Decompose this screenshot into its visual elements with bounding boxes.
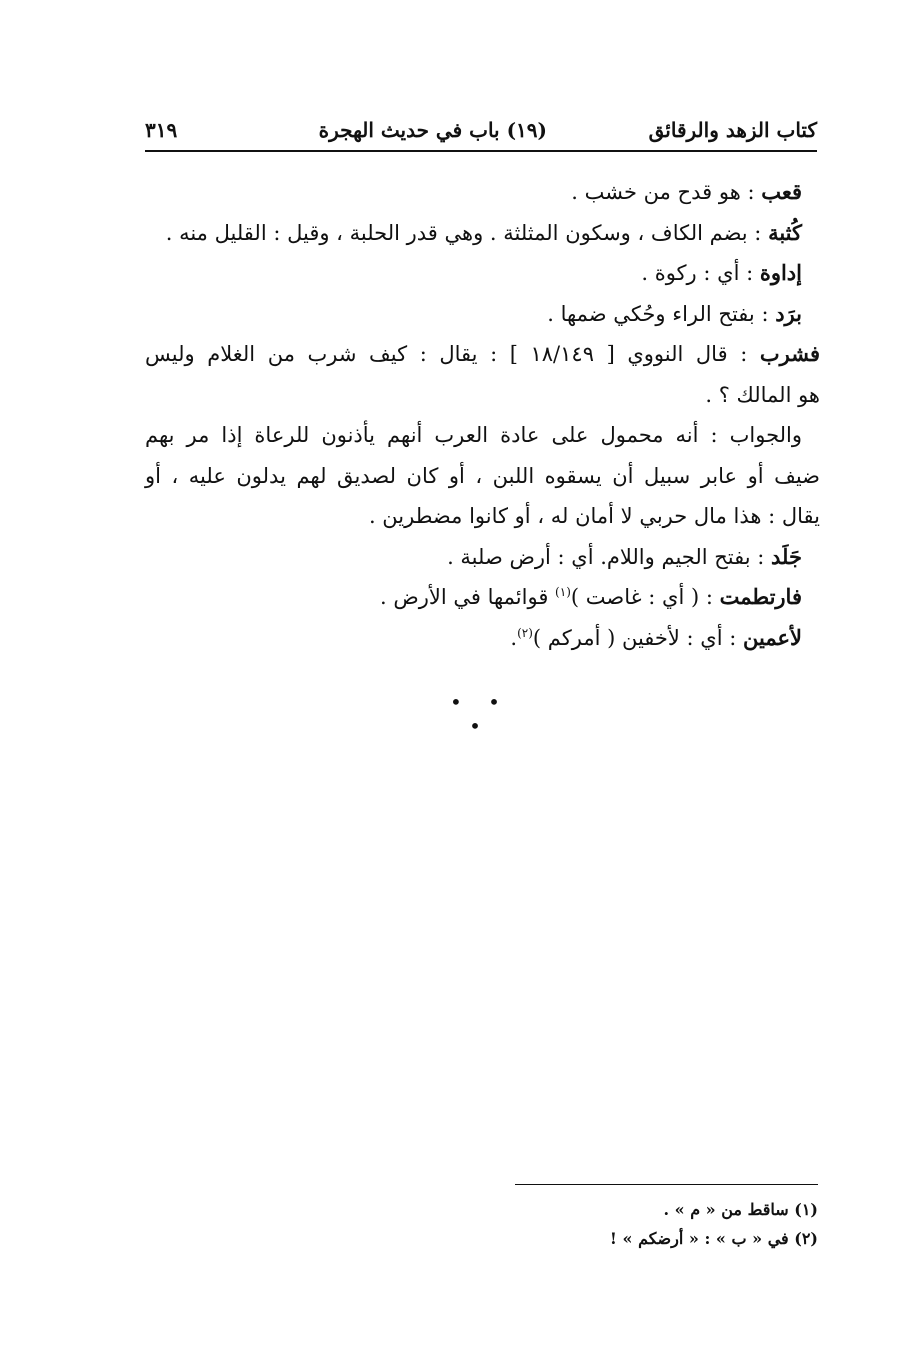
footnote: (١) ساقط من « م » .	[663, 1200, 818, 1219]
entry-term: فارتطمت	[719, 584, 802, 609]
paragraph-line	[145, 415, 820, 456]
entry-term: برَد	[775, 300, 802, 326]
entry-text: : أي : ركوة .	[641, 261, 760, 285]
paragraph-text: والجواب : أنه محمول على عادة العرب أنهم يأذنون للرعاة إذا مر بهم	[145, 423, 802, 447]
paragraph-text: يقال : هذا مال حربي لا أمان له ، أو كانوا مضطرين .	[368, 504, 820, 528]
entry-line	[145, 172, 820, 213]
entry-line	[145, 375, 820, 416]
entry-line	[145, 618, 820, 659]
page-number: ٣١٩	[145, 118, 178, 142]
entry-line	[145, 334, 820, 375]
running-header	[145, 112, 817, 152]
entry-text-after: .	[510, 625, 518, 650]
footnote: (٢) في « ب » : « أرضكم » !	[609, 1229, 818, 1248]
footnote-ref[interactable]: (٢)	[517, 625, 533, 640]
paragraph-text: ضيف أو عابر سبيل أن يسقوه اللبن ، أو كان لصديق لهم يدلون عليه ، أو	[145, 463, 820, 488]
entry-line	[145, 577, 820, 618]
entry-text: هو المالك ؟ .	[705, 382, 820, 407]
entry-text: : قال النووي [ ١٨/١٤٩ ] : يقال : كيف شرب من الغلام وليس	[145, 342, 760, 366]
entry-term: قعب	[761, 179, 802, 204]
entry-line	[145, 537, 820, 578]
entry-term: فشرب	[759, 341, 820, 366]
section-separator: • • •	[450, 690, 510, 738]
entry-text-after: قوائمها في الأرض .	[380, 585, 556, 609]
entry-term: كُثبة	[768, 219, 802, 245]
entry-text: : أي : لأخفين ( أمركم )	[532, 625, 744, 650]
footnote-rule	[515, 1184, 818, 1185]
entry-text: : بفتح الجيم واللام. أي : أرض صلبة .	[447, 544, 772, 569]
footnotes	[400, 1195, 818, 1253]
paragraph-line	[145, 456, 820, 497]
entry-line	[145, 213, 820, 254]
entry-line	[145, 294, 820, 335]
entry-text: : ( أي : غاصت )	[570, 585, 720, 609]
entry-term: جَلَد	[771, 543, 802, 569]
entry-term: إداوة	[759, 260, 802, 285]
entry-text: : هو قدح من خشب .	[571, 180, 762, 204]
entry-term: لأعمين	[743, 624, 802, 650]
footnote-ref[interactable]: (١)	[555, 585, 571, 599]
entry-text: : بفتح الراء وحُكي ضمها .	[547, 301, 776, 326]
entry-text: : بضم الكاف ، وسكون المثلثة . وهي قدر الحلبة ، وقيل : القليل منه .	[165, 220, 769, 245]
entry-line	[145, 253, 820, 294]
book-title: كتاب الزهد والرقائق	[648, 118, 817, 142]
paragraph-line	[145, 496, 820, 537]
chapter-title: (١٩) باب في حديث الهجرة	[318, 118, 547, 142]
header-rule	[145, 150, 817, 152]
body-text	[145, 172, 820, 658]
